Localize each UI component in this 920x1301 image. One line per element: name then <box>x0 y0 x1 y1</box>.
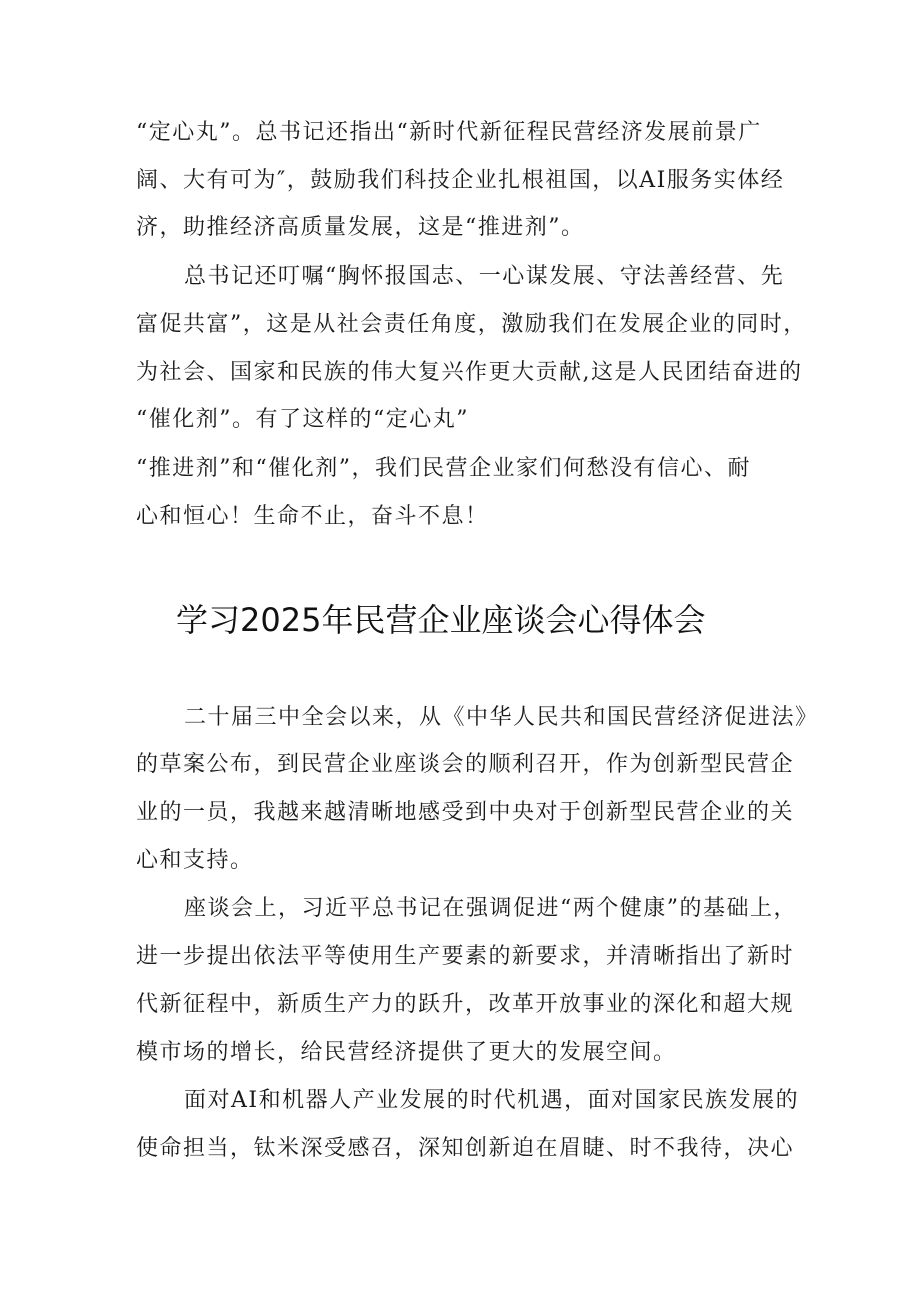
paragraph-line: 为社会、国家和民族的伟大复兴作更大贡献,这是人民团结奋进的 <box>136 360 803 385</box>
paragraph-line: 阔、大有可为″，鼓励我们科技企业扎根祖国，以AI服务实体经 <box>136 168 785 193</box>
paragraph-line: “催化剂”。有了这样的“定心丸” <box>136 407 469 432</box>
paragraph-line: 业的一员，我越来越清晰地感受到中央对于创新型民营企业的关 <box>136 800 795 825</box>
paragraph-line: 二十届三中全会以来，从《中华人民共和国民营经济促进法》 <box>184 705 819 730</box>
paragraph-line: “推进剂”和“催化剂”，我们民营企业家们何愁没有信心、耐 <box>136 456 751 481</box>
paragraph-line: 使命担当，钛米深受感召，深知创新迫在眉睫、时不我待，决心 <box>136 1136 795 1161</box>
paragraph-line: 代新征程中，新质生产力的跃升，改革开放事业的深化和超大规 <box>136 992 795 1017</box>
paragraph-line: 面对AI和机器人产业发展的时代机遇，面对国家民族发展的 <box>184 1088 800 1113</box>
paragraph-line: 进一步提出依法平等使用生产要素的新要求，并清晰指出了新时 <box>136 944 795 969</box>
paragraph-line: 济，助推经济高质量发展，这是“推进剂”。 <box>136 215 585 240</box>
paragraph-line: 富促共富”，这是从社会责任角度，激励我们在发展企业的同时， <box>136 312 807 337</box>
paragraph-line: 的草案公布，到民营企业座谈会的顺利召开，作为创新型民营企 <box>136 752 795 777</box>
paragraph-line: 模市场的增长，给民营经济提供了更大的发展空间。 <box>136 1040 677 1065</box>
paragraph-line: “定心丸”。总书记还指出“新时代新征程民营经济发展前景广 <box>136 120 762 145</box>
section-heading: 学习2025年民营企业座谈会心得体会 <box>176 601 706 639</box>
paragraph-line: 心和支持。 <box>136 848 254 873</box>
paragraph-line: 座谈会上，习近平总书记在强调促进“两个健康”的基础上， <box>184 896 797 921</box>
paragraph-line: 总书记还叮嘱“胸怀报国志、一心谋发展、守法善经营、先 <box>184 264 785 289</box>
paragraph-line: 心和恒心！生命不止，奋斗不息！ <box>136 504 489 529</box>
